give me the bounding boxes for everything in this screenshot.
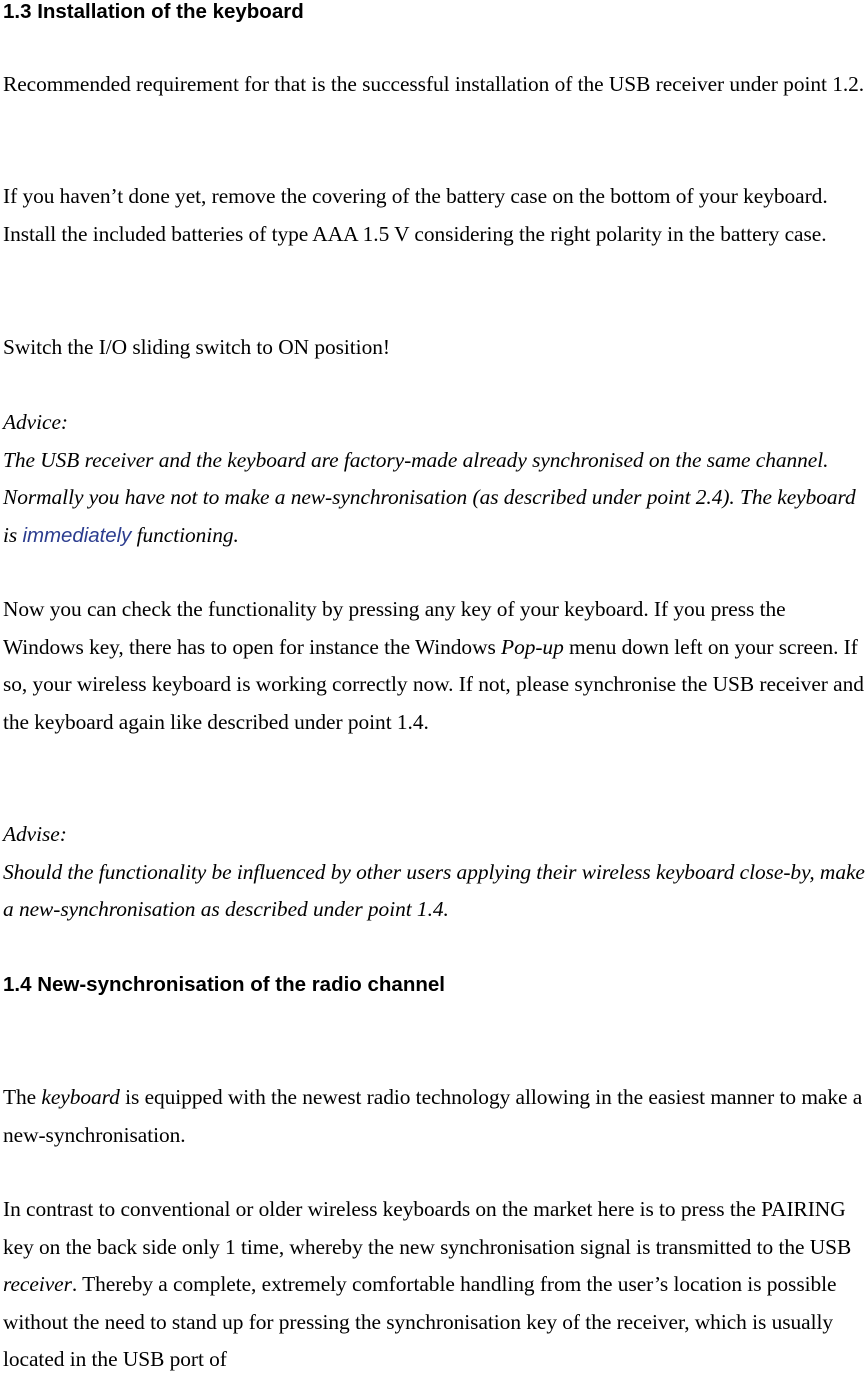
intro-text-before: The	[3, 1085, 42, 1109]
advice-text-before: The USB receiver and the keyboard are factory-made already synchronised on the same channel. Normally you have not to make a new-synchronisation (as described under point 2.4). The keyboard is	[3, 447, 856, 547]
advise-label: Advise:	[3, 822, 67, 846]
contrast-emphasis: receiver	[3, 1272, 72, 1296]
check-text-before: Now you can check the functionality by pressing any key of your keyboard. If you press the Windows key, there has to open for instance the Windows	[3, 597, 786, 659]
advice-note	[3, 404, 866, 554]
paragraph-check-functionality	[3, 591, 866, 741]
paragraph-requirement: Recommended requirement for that is the successful installation of the USB receiver under point 1.2.	[3, 72, 865, 96]
contrast-text-after: . Thereby a complete, extremely comfortable handling from the user’s location is possible without the need to stand up for pressing the synchronisation key of the receiver, which is usually located in the USB port of	[3, 1272, 837, 1371]
advice-text-after: functioning.	[131, 522, 239, 547]
advice-text	[3, 442, 866, 555]
check-text-after: menu down left on your screen. If so, your wireless keyboard is working correctly now. If not, please synchronise the USB receiver and the keyboard again like described under point 1.4.	[3, 634, 864, 734]
advice-emphasis: immediately	[22, 523, 132, 547]
section-heading-1-4: 1.4 New-synchronisation of the radio channel	[3, 973, 445, 996]
section-heading-1-3: 1.3 Installation of the keyboard	[3, 0, 304, 23]
intro-text-after: is equipped with the newest radio technology allowing in the easiest manner to make a new-synchronisation.	[3, 1085, 863, 1147]
paragraph-contrast	[3, 1191, 866, 1379]
paragraph-switch: Switch the I/O sliding switch to ON position!	[3, 335, 390, 359]
advice-label: Advice:	[3, 410, 68, 434]
contrast-text-before: In contrast to conventional or older wireless keyboards on the market here is to press the PAIRING key on the back side only 1 time, whereby the new synchronisation signal is transmitted to the USB	[3, 1197, 852, 1259]
intro-emphasis: keyboard	[41, 1085, 120, 1109]
check-emphasis: Pop-up	[501, 634, 564, 659]
advise-text: Should the functionality be influenced by other users applying their wireless keyboard close-by, make a new-synchronisation as described under point 1.4.	[3, 859, 865, 921]
paragraph-intro	[3, 1079, 866, 1154]
advise-note	[3, 816, 866, 929]
paragraph-battery: If you haven’t done yet, remove the covering of the battery case on the bottom of your keyboard. Install the included batteries of type AAA 1.5 V considering the right polarity in the battery case.	[3, 184, 828, 246]
